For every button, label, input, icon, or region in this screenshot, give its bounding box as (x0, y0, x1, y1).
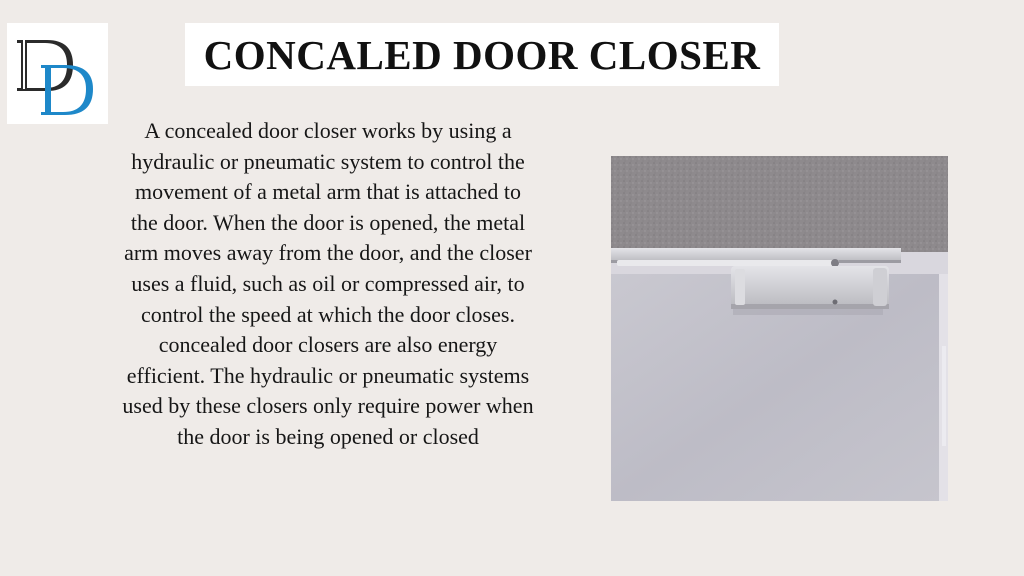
dd-monogram-icon (7, 23, 108, 124)
title-banner (185, 23, 779, 86)
closer-track (611, 248, 901, 262)
closer-body (731, 266, 889, 308)
page-title: CONCALED DOOR CLOSER (203, 31, 761, 78)
door-closer-photo (611, 156, 948, 501)
brand-logo (7, 23, 108, 124)
description-paragraph: A concealed door closer works by using a hydraulic or pneumatic system to control the movement of a metal arm that is attached to the door. When the door is opened, the metal arm moves away from the door, and the closer uses a fluid, such as oil or compressed air, to control the speed at which the door closes. concealed door closers are also energy efficient. The hydraulic or pneumatic systems used by these closers only require power when the door is being opened or closed (122, 118, 534, 449)
